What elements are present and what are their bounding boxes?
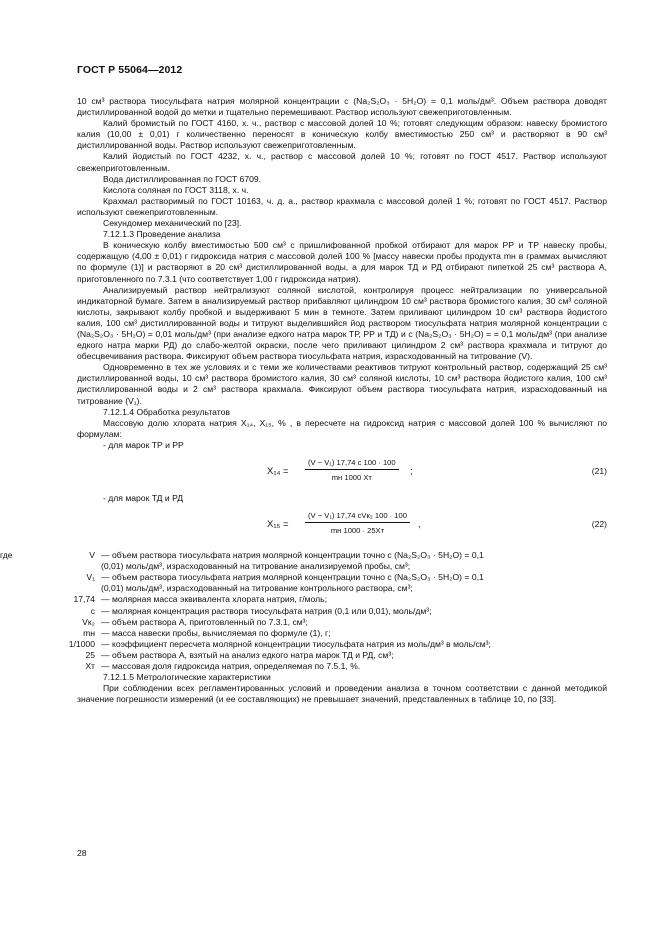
legend-row <box>73 594 607 605</box>
paragraph: Массовую долю хлората натрия X₁₄, X₁₅, % , в пересчете на гидроксид натрия с массовой долей 100 % вычисляют по формулам: <box>77 417 607 439</box>
legend-text-cont: (0,01) моль/дм³, израсходованный на титрование анализируемой пробы, см³; <box>101 561 411 572</box>
formula-21 <box>77 457 607 487</box>
legend-row <box>77 572 607 594</box>
legend-text: — объем раствора тиосульфата натрия молярной концентрации точно c (Na₂S₂O₃ · 5H₂O) = 0,1 <box>101 550 484 561</box>
equipment-stopwatch: Секундомер механический по [23]. <box>103 218 242 229</box>
formula-lhs: X₁₅ = <box>267 519 289 531</box>
legend-text: — масса навески пробы, вычисляемая по формуле (1), г; <box>101 627 331 638</box>
legend-row <box>77 606 607 617</box>
paragraph: 10 см³ раствора тиосульфата натрия молярной концентрации с (Na₂S₂O₃ · 5H₂O) = 0,1 моль/дм³. Объем раствора доводят дистиллированной водой до метки и тщательно перемешивают. Раствор используют свежеприготовленным. <box>77 96 607 118</box>
formula-number: (21) <box>591 466 607 476</box>
paragraph: При соблюдении всех регламентированных условий и проведении анализа в точном соответствии с данной методикой значение погрешности измерений (и ее составляющих) не превышает значений, представленных в таблице 10, по [33]. <box>77 683 607 705</box>
legend-text: — объем раствора тиосульфата натрия молярной концентрации точно c (Na₂S₂O₃ · 5H₂O) = 0,1 <box>101 572 484 583</box>
legend-row <box>0 550 607 572</box>
legend-intro: где <box>0 550 13 561</box>
reagent-starch: Крахмал растворимый по ГОСТ 10163, ч. д. а., раствор крахмала с массовой долей 1 %; готовят по ГОСТ 4517. Раствор используют свежеприготовленным. <box>77 195 607 217</box>
legend-symbol: V₁ <box>86 572 95 583</box>
legend-text: — коэффициент пересчета молярной концентрации тиосульфата натрия из моль/дм³ в моль/см³; <box>101 638 491 649</box>
legend-text: — молярная масса эквивалента хлората натрия, г/моль; <box>101 594 327 605</box>
legend-symbol: 1/1000 <box>68 638 95 649</box>
reagent-hydrochloric-acid: Кислота соляная по ГОСТ 3118, х. ч. <box>103 184 249 195</box>
legend-row <box>77 617 607 628</box>
formula-numerator: (V − V₁) 17,74 c 100 · 100 <box>305 457 399 470</box>
legend-symbol: 17,74 <box>73 594 95 605</box>
formula-legend <box>0 550 607 672</box>
legend-symbol: Xт <box>85 661 95 672</box>
document-header: ГОСТ Р 55064—2012 <box>77 64 183 76</box>
legend-symbol: 25 <box>85 649 95 660</box>
formula-tail: , <box>418 519 421 531</box>
formula-22 <box>77 510 607 540</box>
legend-text: — массовая доля гидроксида натрия, определяемая по 7.5.1, %. <box>101 661 361 672</box>
legend-row <box>77 661 607 672</box>
legend-row <box>77 628 607 639</box>
reagent-potassium-bromide: Калий бромистый по ГОСТ 4160, х. ч., раствор с массовой долей 10 %; готовят следующим образом: навеску бромистого калия (10,00 ± 0,01) г количественно переносят в коническую колбу вместимостью 250 см³ и растворяют в 90 см³ дистиллированной воды. Раствор используют свежеприготовленным. <box>77 118 607 151</box>
section-heading-7-12-1-4: 7.12.1.4 Обработка результатов <box>103 406 230 417</box>
legend-row <box>77 650 607 661</box>
page-number: 28 <box>77 848 87 858</box>
paragraph: Одновременно в тех же условиях и с теми же количествами реактивов титруют контрольный раствор, содержащий 25 см³ дистиллированной воды, 10 см³ раствора бромистого калия, 30 см³ соляной кислоты, 10 см³ раствора йодистого калия, 100 см³ дистиллированной воды и 2 см³ раствора крахмала. Фиксируют объем раствора тиосульфата натрия, израсходованный на титрование (V₁). <box>77 362 607 406</box>
list-item-td-rd: - для марок ТД и РД <box>103 493 184 503</box>
reagent-potassium-iodide: Калий йодистый по ГОСТ 4232, х. ч., раствор с массовой долей 10 %; готовят по ГОСТ 4517. Раствор используют свежеприготовленным. <box>77 151 607 173</box>
legend-symbol: Vк₂ <box>82 616 95 627</box>
paragraph: Анализируемый раствор нейтрализуют соляной кислотой, контролируя процесс нейтрализации по универсальной индикаторной бумаге. Затем в анализируемый раствор прибавляют цилиндром 10 см³ раствора бромистого калия, 30 см³ соляной кислоты, закрывают колбу пробкой и выдерживают 5 мин в темноте. Затем приливают цилиндром 10 см³ раствора йодистого калия, 100 см³ дистиллированной воды и титруют выделившийся йод раствором тиосульфата натрия молярной концентрации с (Na₂S₂O₃ · 5H₂O) = 0,01 моль/дм³ (при анализе едкого натра марок ТР, РР и ТД) и с (Na₂S₂O₃ · 5H₂O) = = 0,1 моль/дм³ (при анализе едкого натра марки РД) до слабо-желтой окраски, после чего приливают цилиндром 2 см³ раствора крахмала и титруют до обесцвечивания раствора. Фиксируют объем раствора тиосульфата натрия, израсходованный на титрование (V). <box>77 284 607 362</box>
page-body <box>0 96 607 705</box>
legend-text: — объем раствора А, приготовленный по 7.3.1, см³; <box>101 616 308 627</box>
legend-symbol: V <box>89 550 95 561</box>
section-heading-7-12-1-3: 7.12.1.3 Проведение анализа <box>103 229 221 240</box>
legend-symbol: mн <box>83 627 95 638</box>
formula-fraction <box>305 457 399 483</box>
formula-number: (22) <box>591 519 607 530</box>
reagent-water: Вода дистиллированная по ГОСТ 6709. <box>103 173 262 184</box>
legend-symbol: c <box>90 605 95 616</box>
legend-text-cont: (0,01) моль/дм³, израсходованный на титрование контрольного раствора, см³; <box>101 583 413 594</box>
formula-fraction <box>305 510 410 536</box>
legend-row <box>68 638 607 650</box>
section-heading-7-12-1-5: 7.12.1.5 Метрологические характеристики <box>103 672 271 683</box>
formula-denominator: mн 1000 · 25Xт <box>330 526 385 536</box>
formula-lhs: X₁₄ = <box>267 466 289 477</box>
formula-numerator: (V − V₁) 17,74 cVк₂ 100 · 100 <box>305 510 410 523</box>
legend-text: — молярная концентрация раствора тиосульфата натрия (0,1 или 0,01), моль/дм³; <box>101 605 432 616</box>
list-item-tr-rr: - для марок ТР и РР <box>103 439 184 450</box>
paragraph: В коническую колбу вместимостью 500 см³ с пришлифованной пробкой отбирают для марок РР и ТР навеску пробы, содержащую (4,00 ± 0,01) г гидроксида натрия с массовой долей 100 % [массу навески пробы продукта mн в граммах вычисляют по формуле (1)] и растворяют в 20 см³ дистиллированной воды, а для марок ТД и РД отбирают пипеткой 25 см³ раствора А, приготовленного по 7.3.1 (что соответствует 1,00 г гидроксида натрия). <box>77 240 607 284</box>
legend-text: — объем раствора А, взятый на анализ едкого натра марок ТД и РД, см³; <box>101 649 394 660</box>
formula-denominator: mн 1000 Xт <box>331 473 372 483</box>
formula-tail: ; <box>410 466 413 477</box>
